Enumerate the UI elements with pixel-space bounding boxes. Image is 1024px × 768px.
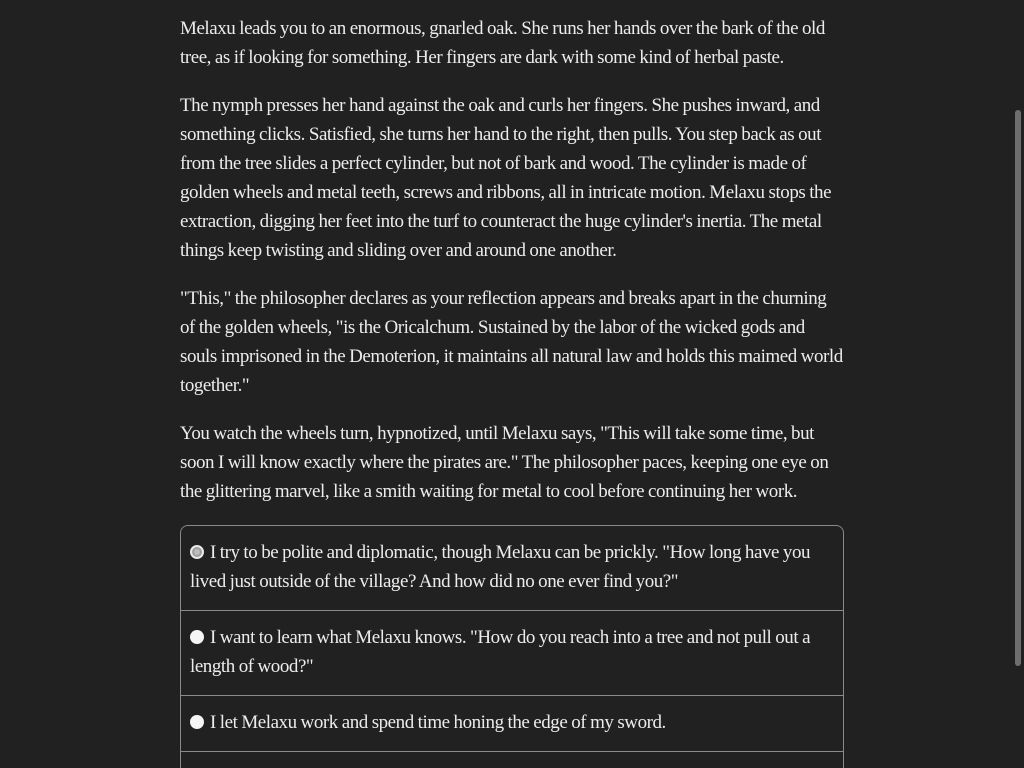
- choice-option-2-label: I want to learn what Melaxu knows. "How do you reach into a tree and not pull out a length of wood?": [190, 627, 811, 677]
- choice-list: [180, 525, 844, 768]
- story-content: [180, 14, 844, 768]
- story-paragraph-2: The nymph presses her hand against the oak and curls her fingers. She pushes inward, and something clicks. Satisfied, she turns her hand to the right, then pulls. You step back as out from the tree slides a perfect cylinder, but not of bark and wood. The cylinder is made of golden wheels and metal teeth, screws and ribbons, all in intricate motion. Melaxu stops the extraction, digging her feet into the turf to counteract the huge cylinder's inertia. The metal things keep twisting and sliding over and around one another.: [180, 95, 832, 261]
- choice-option-2[interactable]: [181, 611, 843, 696]
- story-paragraph-1: Melaxu leads you to an enormous, gnarled oak. She runs her hands over the bark of the old tree, as if looking for something. Her fingers are dark with some kind of herbal paste.: [180, 18, 825, 68]
- radio-icon[interactable]: [190, 630, 204, 644]
- choice-option-1-label: I try to be polite and diplomatic, though Melaxu can be prickly. "How long have you lived just outside of the village? And how did no one ever find you?": [190, 542, 811, 592]
- scrollbar[interactable]: [1014, 110, 1022, 670]
- choice-option-1[interactable]: [181, 526, 843, 611]
- choice-option-3-label: I let Melaxu work and spend time honing the edge of my sword.: [210, 712, 666, 733]
- story-paragraph-4: You watch the wheels turn, hypnotized, until Melaxu says, "This will take some time, but soon I will know exactly where the pirates are." The philosopher paces, keeping one eye on the glittering marvel, like a smith waiting for metal to cool before continuing her work.: [180, 423, 829, 502]
- scrollbar-thumb[interactable]: [1015, 110, 1021, 666]
- choice-option-3[interactable]: [181, 696, 843, 752]
- story-paragraph-3: "This," the philosopher declares as your reflection appears and breaks apart in the churning of the golden wheels, "is the Oricalchum. Sustained by the labor of the wicked gods and souls imprisoned in the Demoterion, it maintains all natural law and holds this maimed world together.": [180, 288, 843, 396]
- radio-selected-icon[interactable]: [190, 545, 204, 559]
- radio-icon[interactable]: [190, 715, 204, 729]
- choice-option-4[interactable]: [181, 752, 843, 768]
